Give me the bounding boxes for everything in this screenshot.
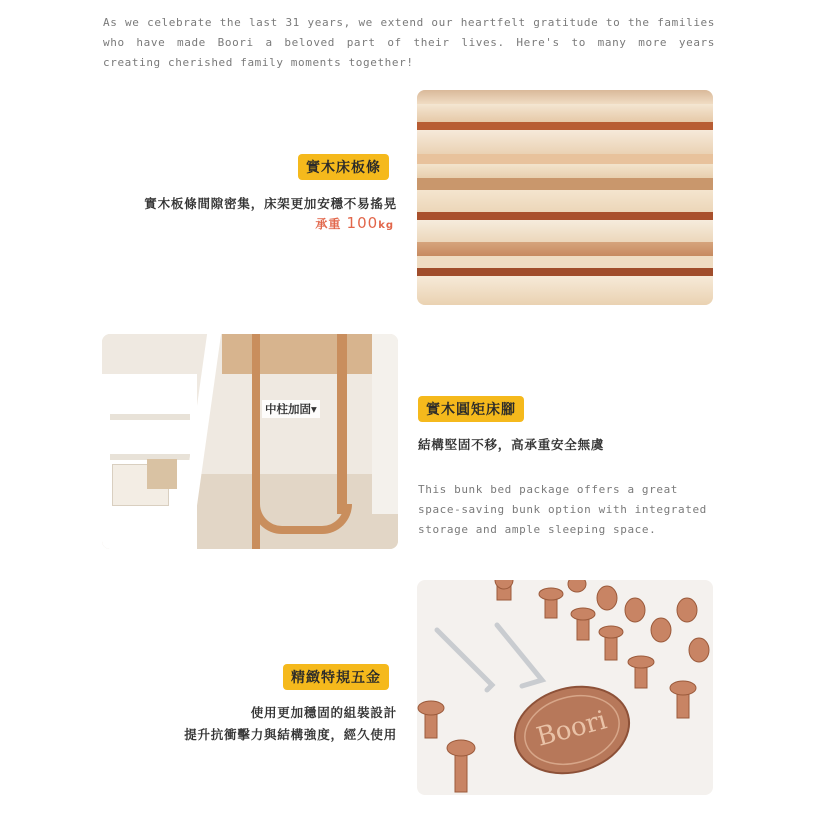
- slats-badge: 實木床板條: [298, 154, 389, 180]
- hardware-illustration: [417, 580, 713, 795]
- load-unit: kg: [378, 220, 394, 231]
- boori-logo-text: Boori: [533, 705, 610, 753]
- intro-paragraph: As we celebrate the last 31 years, we extend our heartfelt gratitude to the families who have made Boori a beloved part of their lives. Here's to many more years creating cherished family moments together!: [103, 16, 715, 69]
- legs-description: 結構堅固不移，高承重安全無虞: [418, 437, 605, 452]
- load-value: 100: [346, 214, 379, 232]
- bunk-bed-english-description: This bunk bed package offers a great space-saving bunk option with integrated storage and ample sleeping space.: [418, 483, 707, 536]
- load-capacity: [315, 214, 394, 232]
- hardware-badge: 精緻特規五金: [283, 664, 389, 690]
- center-reinforcement-label: 中柱加固▾: [262, 400, 320, 418]
- hardware-image: [417, 580, 713, 795]
- bunk-bed-legs-image: [102, 334, 398, 549]
- hardware-description-line2: 提升抗衝擊力與結構強度，經久使用: [184, 727, 397, 742]
- legs-badge: 實木圓矩床腳: [418, 396, 524, 422]
- slats-description: 實木板條間隙密集，床架更加安穩不易搖晃: [144, 196, 397, 211]
- hardware-description-line1: 使用更加穩固的組裝設計: [250, 705, 397, 720]
- load-label: 承重: [315, 217, 342, 231]
- wood-slats-image: [417, 90, 713, 305]
